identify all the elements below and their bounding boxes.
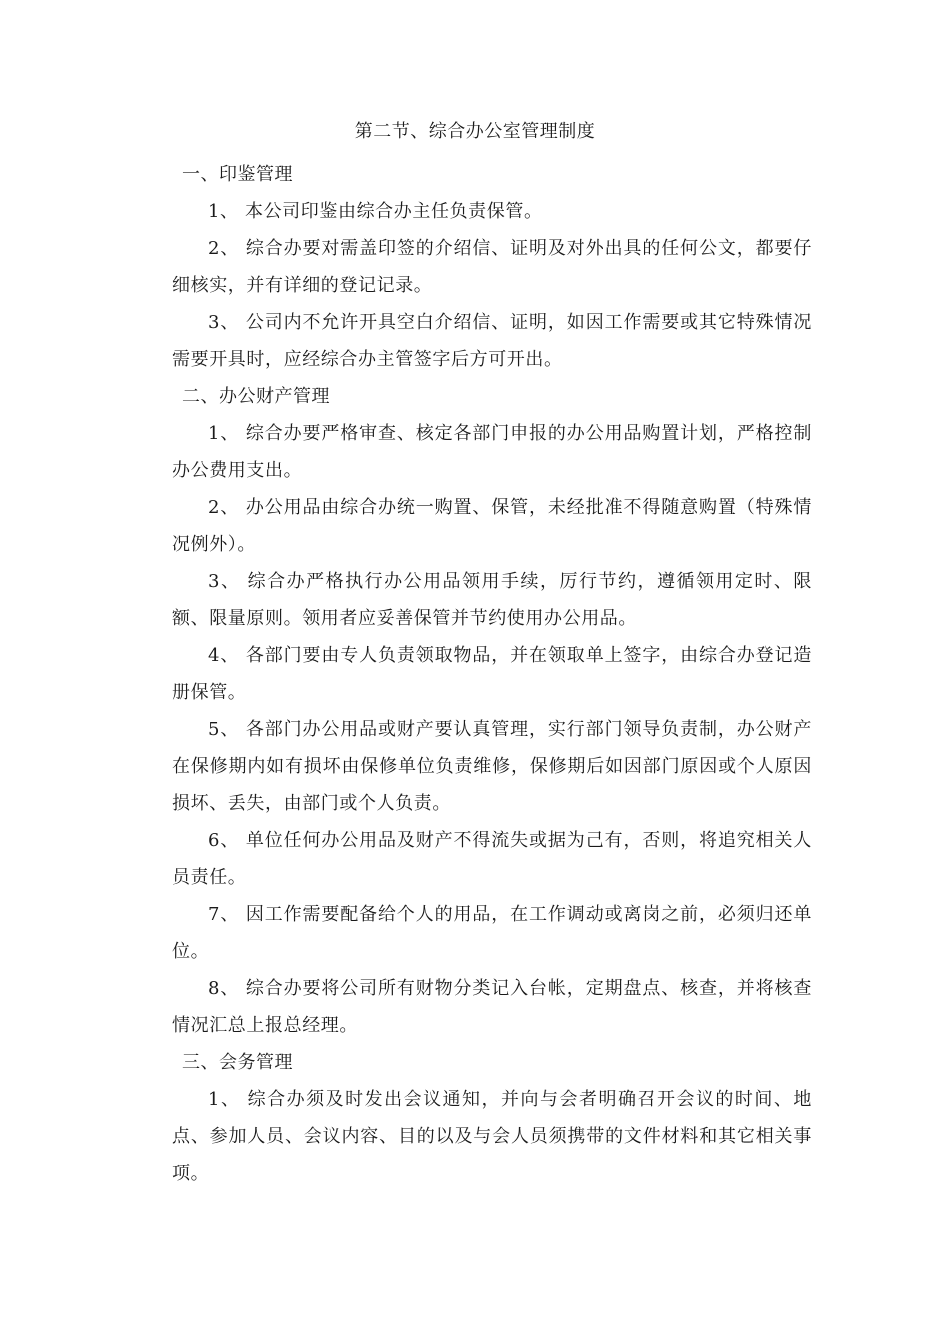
paragraph: 2、 办公用品由综合办统一购置、保管，未经批准不得随意购置（特殊情况例外）。 bbox=[172, 497, 812, 555]
document-title: 第二节、综合办公室管理制度 bbox=[354, 121, 596, 142]
section-heading: 一、印鉴管理 bbox=[182, 164, 293, 185]
paragraph: 1、 综合办须及时发出会议通知，并向与会者明确召开会议的时间、地点、参加人员、会议内容、目的以及与会人员须携带的文件材料和其它相关事项。 bbox=[172, 1089, 812, 1184]
paragraph: 7、 因工作需要配备给个人的用品，在工作调动或离岗之前，必须归还单位。 bbox=[172, 904, 812, 962]
paragraph: 1、 本公司印鉴由综合办主任负责保管。 bbox=[208, 201, 543, 222]
section-heading: 二、办公财产管理 bbox=[182, 386, 330, 407]
section-heading: 三、会务管理 bbox=[182, 1052, 293, 1073]
document-body bbox=[172, 156, 812, 1192]
paragraph: 8、 综合办要将公司所有财物分类记入台帐，定期盘点、核查，并将核查情况汇总上报总经理。 bbox=[172, 978, 812, 1036]
paragraph: 3、 公司内不允许开具空白介绍信、证明，如因工作需要或其它特殊情况需要开具时，应经综合办主管签字后方可开出。 bbox=[172, 312, 812, 370]
paragraph: 2、 综合办要对需盖印签的介绍信、证明及对外出具的任何公文，都要仔细核实，并有详细的登记记录。 bbox=[172, 238, 812, 296]
paragraph: 3、 综合办严格执行办公用品领用手续，厉行节约，遵循领用定时、限额、限量原则。领用者应妥善保管并节约使用办公用品。 bbox=[172, 571, 812, 629]
paragraph: 5、 各部门办公用品或财产要认真管理，实行部门领导负责制，办公财产在保修期内如有损坏由保修单位负责维修，保修期后如因部门原因或个人原因损坏、丢失，由部门或个人负责。 bbox=[172, 719, 812, 814]
paragraph: 1、 综合办要严格审查、核定各部门申报的办公用品购置计划，严格控制办公费用支出。 bbox=[172, 423, 812, 481]
paragraph: 4、 各部门要由专人负责领取物品，并在领取单上签字，由综合办登记造册保管。 bbox=[172, 645, 812, 703]
paragraph: 6、 单位任何办公用品及财产不得流失或据为己有，否则，将追究相关人员责任。 bbox=[172, 830, 812, 888]
